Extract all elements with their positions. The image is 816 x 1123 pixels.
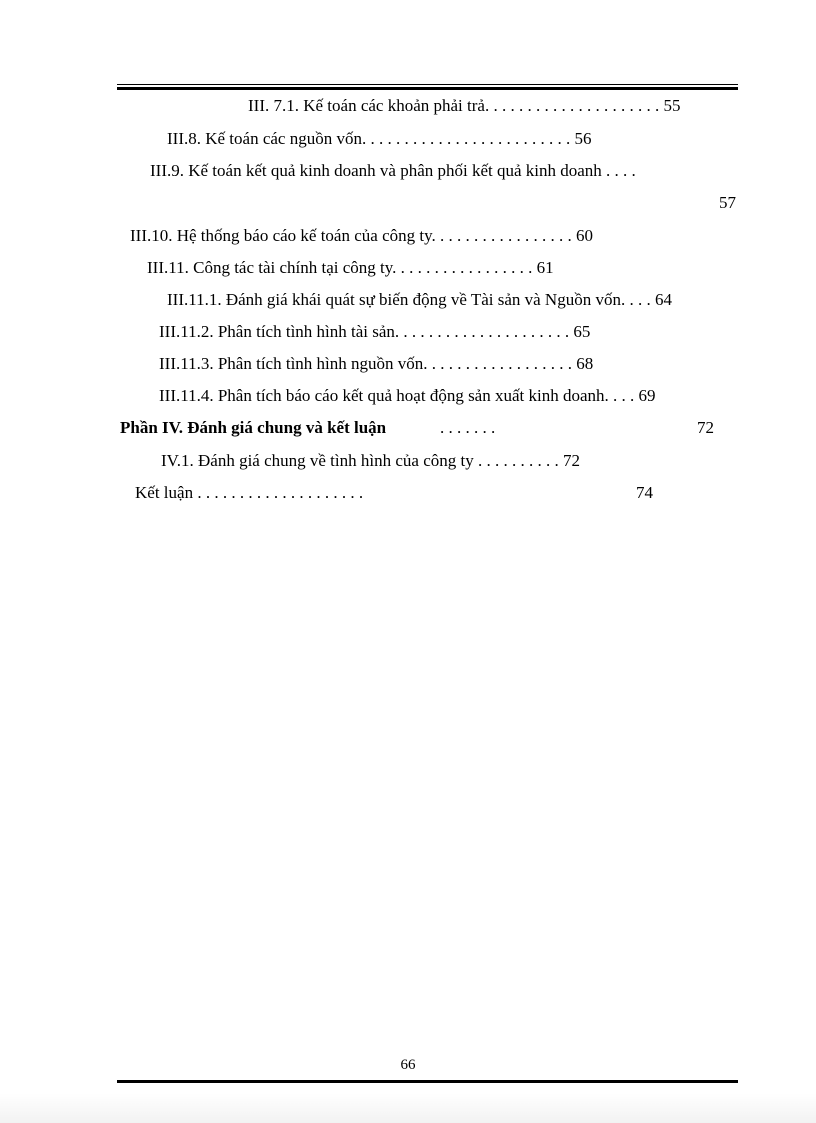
toc-entry-iii-11-4[interactable]: III.11.4. Phân tích báo cáo kết quả hoạt động sản xuất kinh doanh. . . . 69	[159, 386, 656, 405]
toc-entry-part-iv[interactable]: Phần IV. Đánh giá chung và kết luận	[120, 418, 387, 437]
toc-entry-iv-1[interactable]: IV.1. Đánh giá chung về tình hình của công ty . . . . . . . . . . 72	[161, 451, 580, 470]
toc-entry-iii-9-page[interactable]: 57	[719, 193, 736, 212]
toc-entry-conclusion[interactable]: Kết luận . . . . . . . . . . . . . . . . . . . .	[135, 483, 364, 502]
toc-entry-iii-11-1[interactable]: III.11.1. Đánh giá khái quát sự biến động về Tài sản và Nguồn vốn. . . . 64	[167, 290, 672, 309]
toc-entry-iii-11[interactable]: III.11. Công tác tài chính tại công ty. . . . . . . . . . . . . . . . . 61	[147, 258, 554, 277]
toc-entry-part-iv-page[interactable]: 72	[697, 418, 714, 437]
toc-entry-conclusion-page[interactable]: 74	[636, 483, 653, 502]
header-double-rule	[117, 84, 738, 90]
toc-entry-iii-9[interactable]: III.9. Kế toán kết quả kinh doanh và phân phối kết quả kinh doanh . . . .	[150, 161, 636, 180]
toc-entry-iii-11-2[interactable]: III.11.2. Phân tích tình hình tài sản. . . . . . . . . . . . . . . . . . . . . 65	[159, 322, 591, 341]
toc-entry-iii-11-3[interactable]: III.11.3. Phân tích tình hình nguồn vốn. . . . . . . . . . . . . . . . . . 68	[159, 354, 594, 373]
toc-entry-part-iv-leader: . . . . . . .	[440, 418, 496, 437]
toc-entry-iii-7-1[interactable]: III. 7.1. Kế toán các khoản phải trả. . . . . . . . . . . . . . . . . . . . . 55	[248, 96, 681, 115]
page-edge-shadow	[0, 1093, 816, 1123]
page-number: 66	[400, 1057, 416, 1073]
toc-entry-iii-8[interactable]: III.8. Kế toán các nguồn vốn. . . . . . . . . . . . . . . . . . . . . . . . . 56	[167, 129, 592, 148]
toc-entry-iii-10[interactable]: III.10. Hệ thống báo cáo kế toán của công ty. . . . . . . . . . . . . . . . . 60	[130, 226, 593, 245]
footer-rule	[117, 1080, 738, 1083]
